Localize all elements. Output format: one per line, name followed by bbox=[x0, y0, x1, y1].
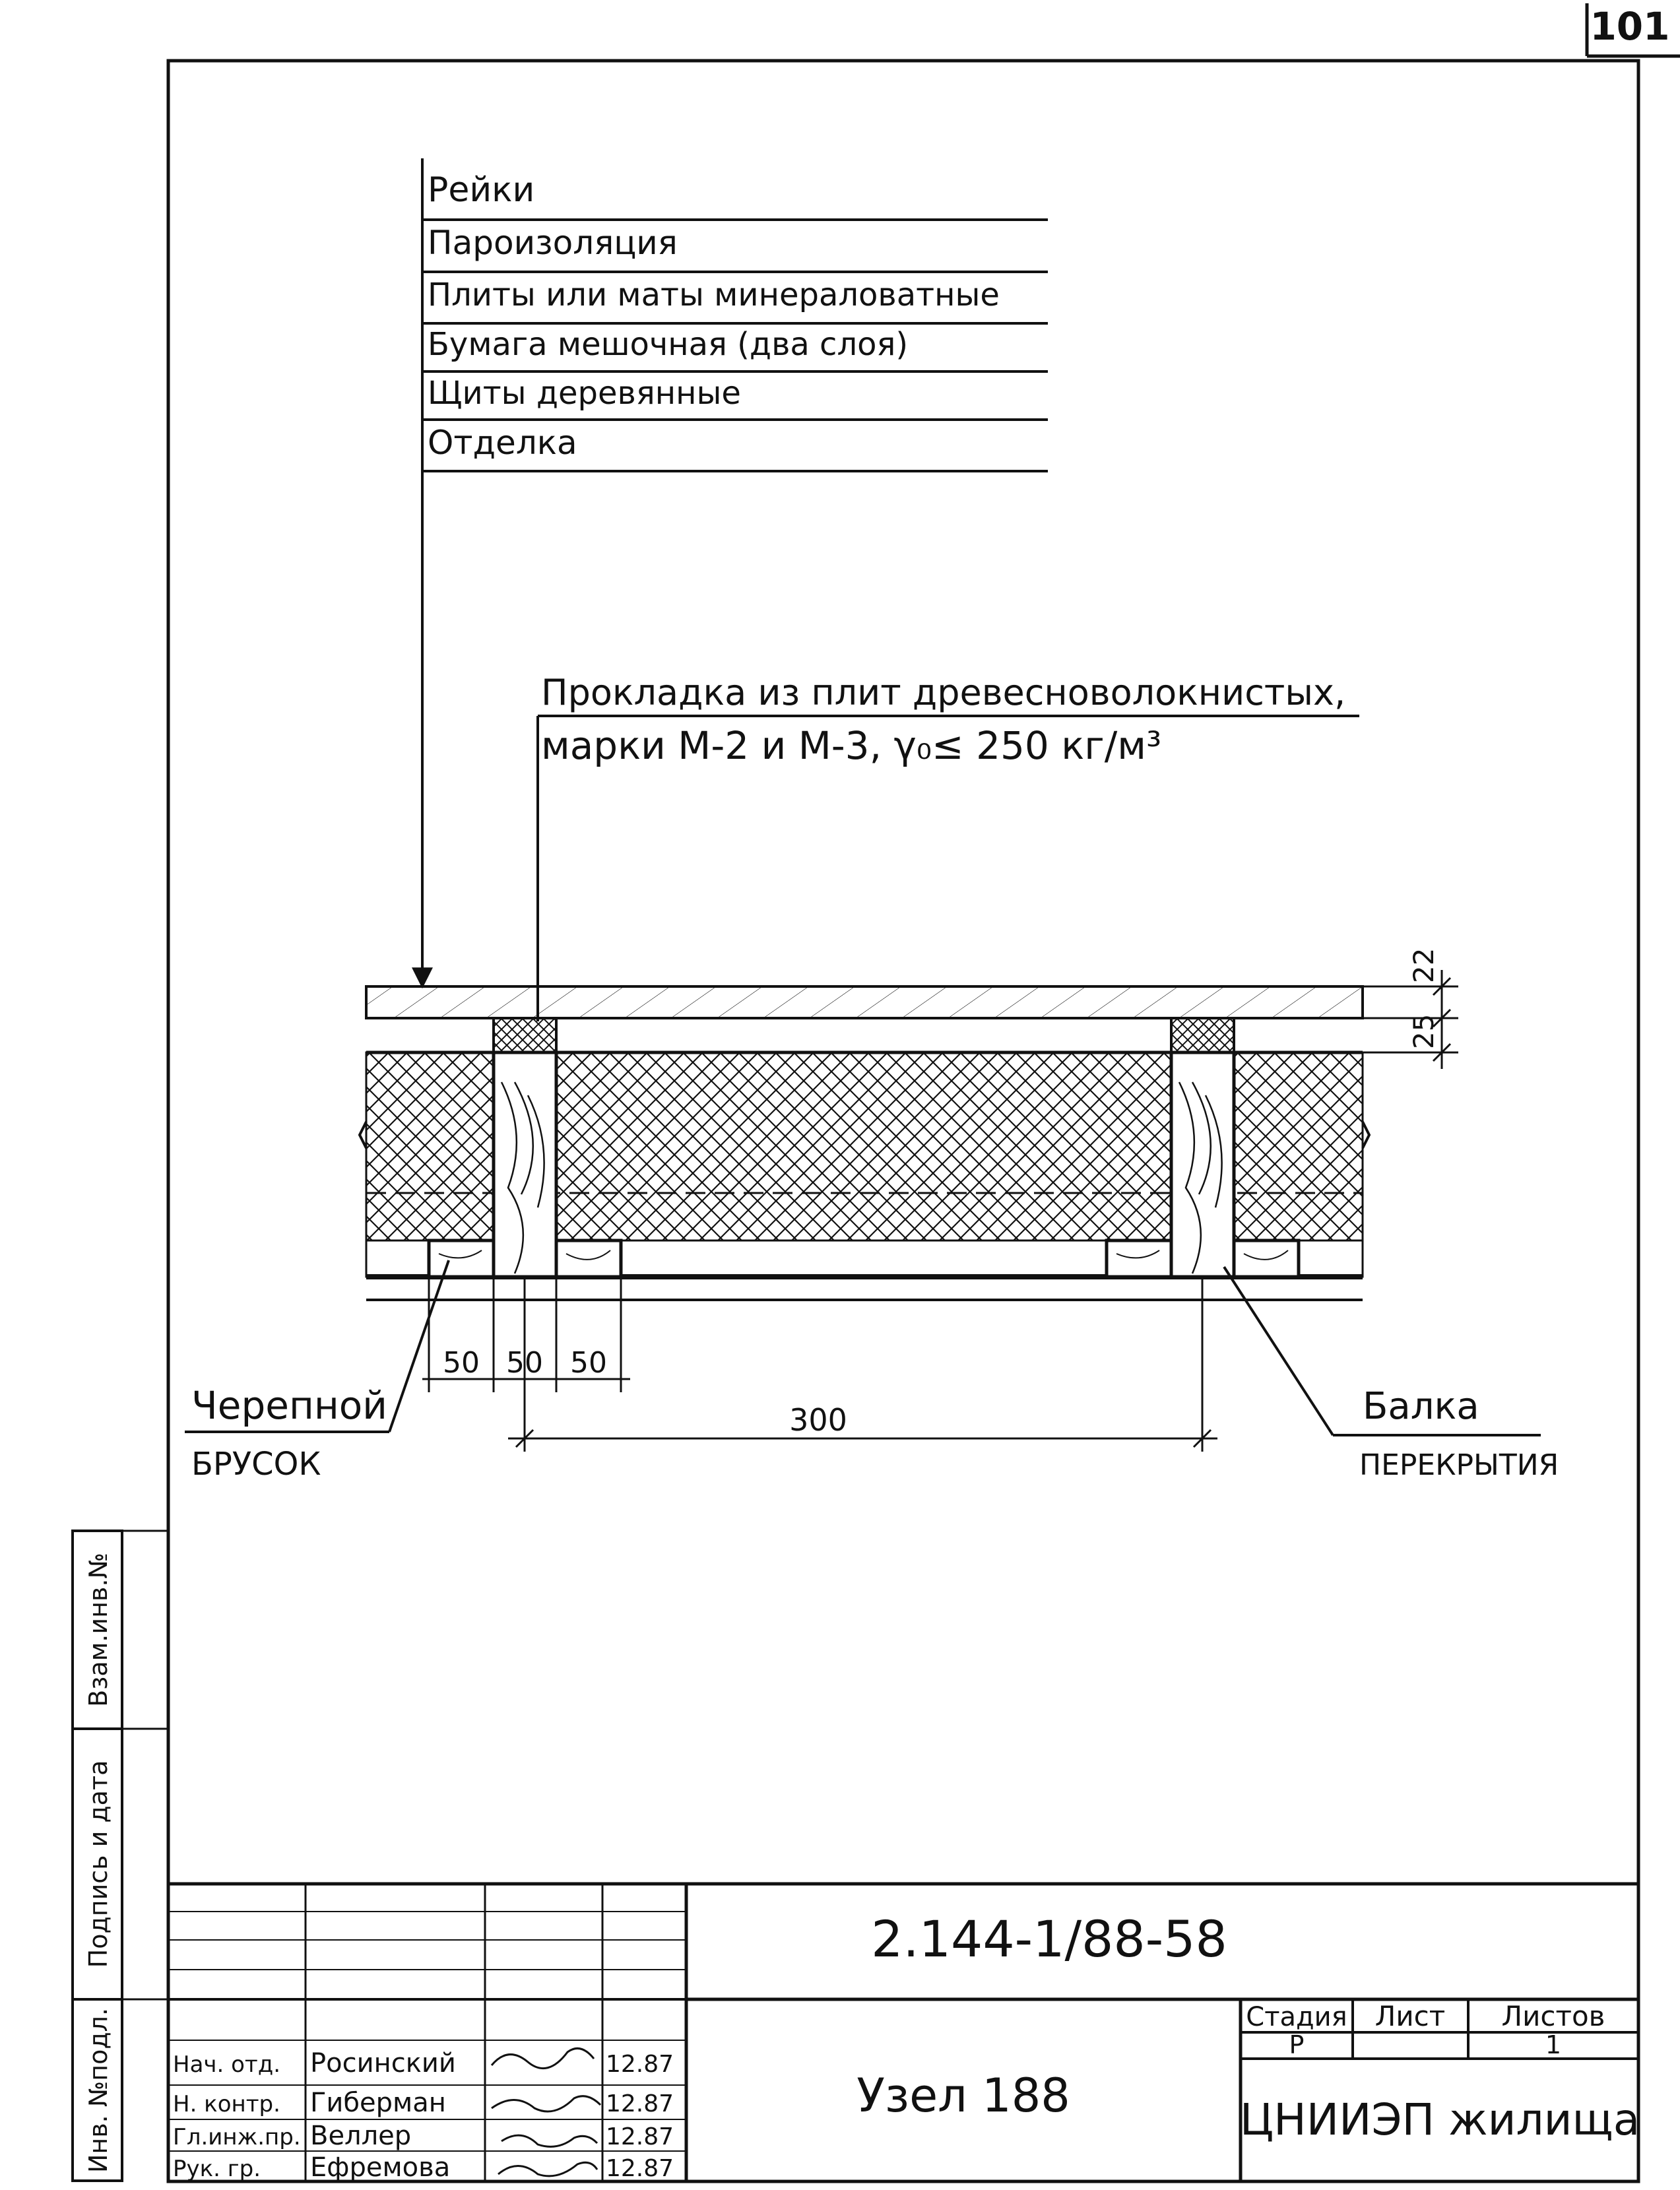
node-title: Узел 188 bbox=[856, 2069, 1070, 2123]
dim-50-c: 50 bbox=[570, 1346, 607, 1380]
stage-value: Р bbox=[1289, 2030, 1305, 2059]
stamp-ref-inv: Взам.инв.№ bbox=[84, 1553, 113, 1707]
sheets-value: 1 bbox=[1545, 2030, 1562, 2059]
layer-label-4: Бумага мешочная (два слоя) bbox=[428, 326, 909, 363]
right-dimensions bbox=[1363, 948, 1458, 1069]
signer-name-1: Росинский bbox=[310, 2048, 456, 2078]
signer-role-1: Нач. отд. bbox=[173, 2051, 281, 2078]
page-number-box bbox=[1587, 3, 1680, 56]
sheet-header: Лист bbox=[1374, 2000, 1446, 2032]
signer-role-2: Н. контр. bbox=[173, 2091, 280, 2117]
signature-3 bbox=[501, 2135, 597, 2146]
stamp-sign-date: Подпись и дата bbox=[84, 1760, 113, 1968]
signer-date-3: 12.87 bbox=[606, 2123, 674, 2150]
cranial-bar-label bbox=[185, 1260, 449, 1483]
side-stamp bbox=[73, 1531, 168, 2181]
dim-50-a: 50 bbox=[443, 1346, 480, 1380]
sheets-header: Листов bbox=[1501, 2000, 1605, 2032]
layer-label-6: Отделка bbox=[428, 424, 577, 462]
signer-name-2: Гиберман bbox=[310, 2088, 446, 2118]
signer-name-3: Веллер bbox=[310, 2121, 412, 2151]
gasket-callout bbox=[538, 672, 1359, 1021]
gasket-line-2: марки М-2 и М-3, γ₀≤ 250 кг/м³ bbox=[541, 723, 1162, 768]
dim-top-25: 25 bbox=[1407, 1014, 1440, 1049]
layer-label-1: Рейки bbox=[428, 170, 535, 210]
beam-label-2: перекрытия bbox=[1359, 1448, 1559, 1482]
document-code: 2.144-1/88-58 bbox=[871, 1910, 1227, 1968]
signer-role-4: Рук. гр. bbox=[173, 2156, 261, 2182]
organization: ЦНИИЭП жилища bbox=[1239, 2094, 1640, 2145]
signature-4 bbox=[498, 2162, 597, 2176]
signer-date-4: 12.87 bbox=[606, 2155, 674, 2182]
page-number: 101 bbox=[1590, 4, 1670, 49]
dim-top-22: 22 bbox=[1407, 948, 1440, 983]
stamp-inv-orig: Инв. №подл. bbox=[84, 2007, 113, 2174]
signer-role-3: Гл.инж.пр. bbox=[173, 2124, 301, 2150]
floor-section bbox=[360, 986, 1369, 1300]
signer-name-4: Ефремова bbox=[310, 2152, 451, 2183]
layer-list bbox=[422, 158, 1048, 986]
layer-label-3: Плиты или маты минераловатные bbox=[428, 276, 1000, 313]
cranial-label-1: Черепной bbox=[191, 1383, 387, 1428]
dim-50-b: 50 bbox=[506, 1346, 543, 1380]
signer-date-2: 12.87 bbox=[606, 2090, 674, 2117]
title-block bbox=[168, 1884, 1640, 2183]
layer-label-5: Щиты деревянные bbox=[428, 375, 741, 412]
stage-header: Стадия bbox=[1246, 2002, 1347, 2032]
dim-300: 300 bbox=[789, 1402, 847, 1438]
bottom-dimensions bbox=[422, 1277, 1217, 1452]
cranial-label-2: брусок bbox=[191, 1446, 321, 1483]
beam-label-1: Балка bbox=[1363, 1385, 1479, 1428]
signature-1 bbox=[492, 2048, 594, 2068]
signer-date-1: 12.87 bbox=[606, 2051, 674, 2078]
layer-label-2: Пароизоляция bbox=[428, 224, 678, 262]
signature-2 bbox=[492, 2096, 600, 2111]
gasket-line-1: Прокладка из плит древесноволокнистых, bbox=[541, 672, 1346, 713]
